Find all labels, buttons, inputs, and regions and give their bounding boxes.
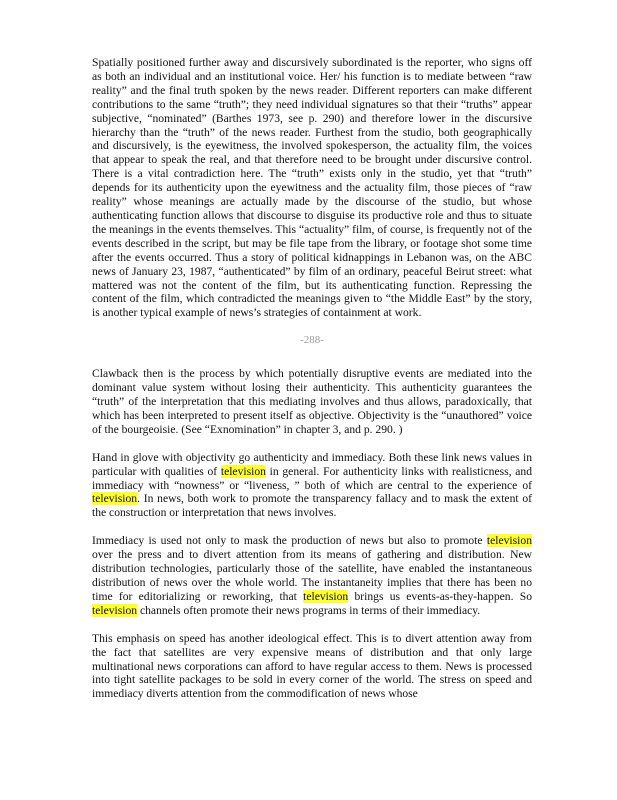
paragraph-speed: [92, 632, 532, 702]
paragraph-text: Spatially positioned further away and discursively subordinated is the reporter, who signs off as both an individual and an institutional voice. Her/ his function is to mediate between “raw reality” and the final truth spoken by the news reader. Different reporters can make different contributions to the same “truth”; they need individual signatures so that their “truths” appear subjective, “nominated” (Barthes 1973, see p. 290) and therefore lower in the discursive hierarchy than the “truth” of the news reader. Furthest from the studio, both geographically and discursively, is the eyewitness, the involved spokesperson, the actuality film, the voices that appear to speak the real, and that therefore need to be brought under discursive control. There is a vital contradiction here. The “truth” exists only in the studio, yet that “truth” depends for its authenticity upon the eyewitness and the actuality film, those pieces of “raw reality” whose meanings are actually made by the discourse of the studio, but whose authenticating function allows that discourse to disguise its productive role and thus to situate the meanings in the events themselves. This “actuality” film, of course, is frequently not of the events described in the script, but may be file tape from the library, or footage shot some time after the events occurred. Thus a story of political kidnappings in Lebanon was, on the ABC news of January 23, 1987, “authenticated” by film of an ordinary, peaceful Beirut street: what mattered was not the content of the film, but its authenticating function. Repressing the content of the film, which contradicted the meanings given to “the Middle East” by the story, is another typical example of news’s strategies of containment at work.: [92, 56, 532, 320]
document-page: [92, 56, 532, 701]
spacer: [92, 520, 532, 534]
search-highlight: television: [220, 464, 266, 478]
paragraph-text: over the press and to divert attention from its means of gathering and distribution. New distribution technologies, particularly those of the satellite, have enabled the instantaneous distribution of news over the whole world. The instantaneity implies that there has been no time for editorializing or reworking, that: [92, 548, 532, 603]
page-number: -288-: [300, 334, 324, 347]
spacer: [92, 320, 532, 334]
paragraph-text: This emphasis on speed has another ideological effect. This is to divert attention away from the fact that satellites are very expensive means of distribution and that only large multinational news corporations can afford to have regular access to them. News is processed into tight satellite packages to be sold in every corner of the world. The stress on speed and immediacy diverts attention from the commodification of news whose: [92, 631, 532, 701]
search-highlight: television: [92, 603, 138, 617]
search-highlight: television: [486, 534, 532, 548]
paragraph-text: Immediacy is used not only to mask the production of news but also to promote: [92, 534, 487, 548]
paragraph-clawback: [92, 367, 532, 437]
paragraph-text: Hand in glove with objectivity go authenticity and immediacy. Both these link news values in particular with qualities of: [92, 450, 532, 478]
paragraph-text: Clawback then is the process by which potentially disruptive events are mediated into the dominant value system without losing their authenticity. This authenticity guarantees the “truth” of the interpretation that this mediating involves and thus allows, paradoxically, that which has been interpreted to present itself as objective. Objectivity is the “unauthored” voice of the bourgeoisie. (See “Exnomination” in chapter 3, and p. 290. ): [92, 367, 532, 436]
paragraph-text: brings us events-as-they-happen. So: [348, 589, 532, 603]
paragraph-text: in general. For authenticity links with realisticness, and immediacy with “nowness” or “liveness, ” both of which are central to the experience of: [92, 464, 533, 492]
paragraph-text: channels often promote their news programs in terms of their immediacy.: [137, 603, 481, 617]
spacer: [92, 618, 532, 632]
search-highlight: television: [303, 589, 349, 603]
spacer: [92, 437, 532, 451]
spacer: [92, 347, 532, 367]
paragraph-immediacy: [92, 534, 532, 617]
paragraph-reporter: [92, 56, 532, 320]
search-highlight: television: [92, 492, 138, 506]
paragraph-objectivity: [92, 451, 532, 521]
paragraph-text: . In news, both work to promote the transparency fallacy and to mask the extent of the construction or interpretation that news involves.: [92, 492, 532, 520]
